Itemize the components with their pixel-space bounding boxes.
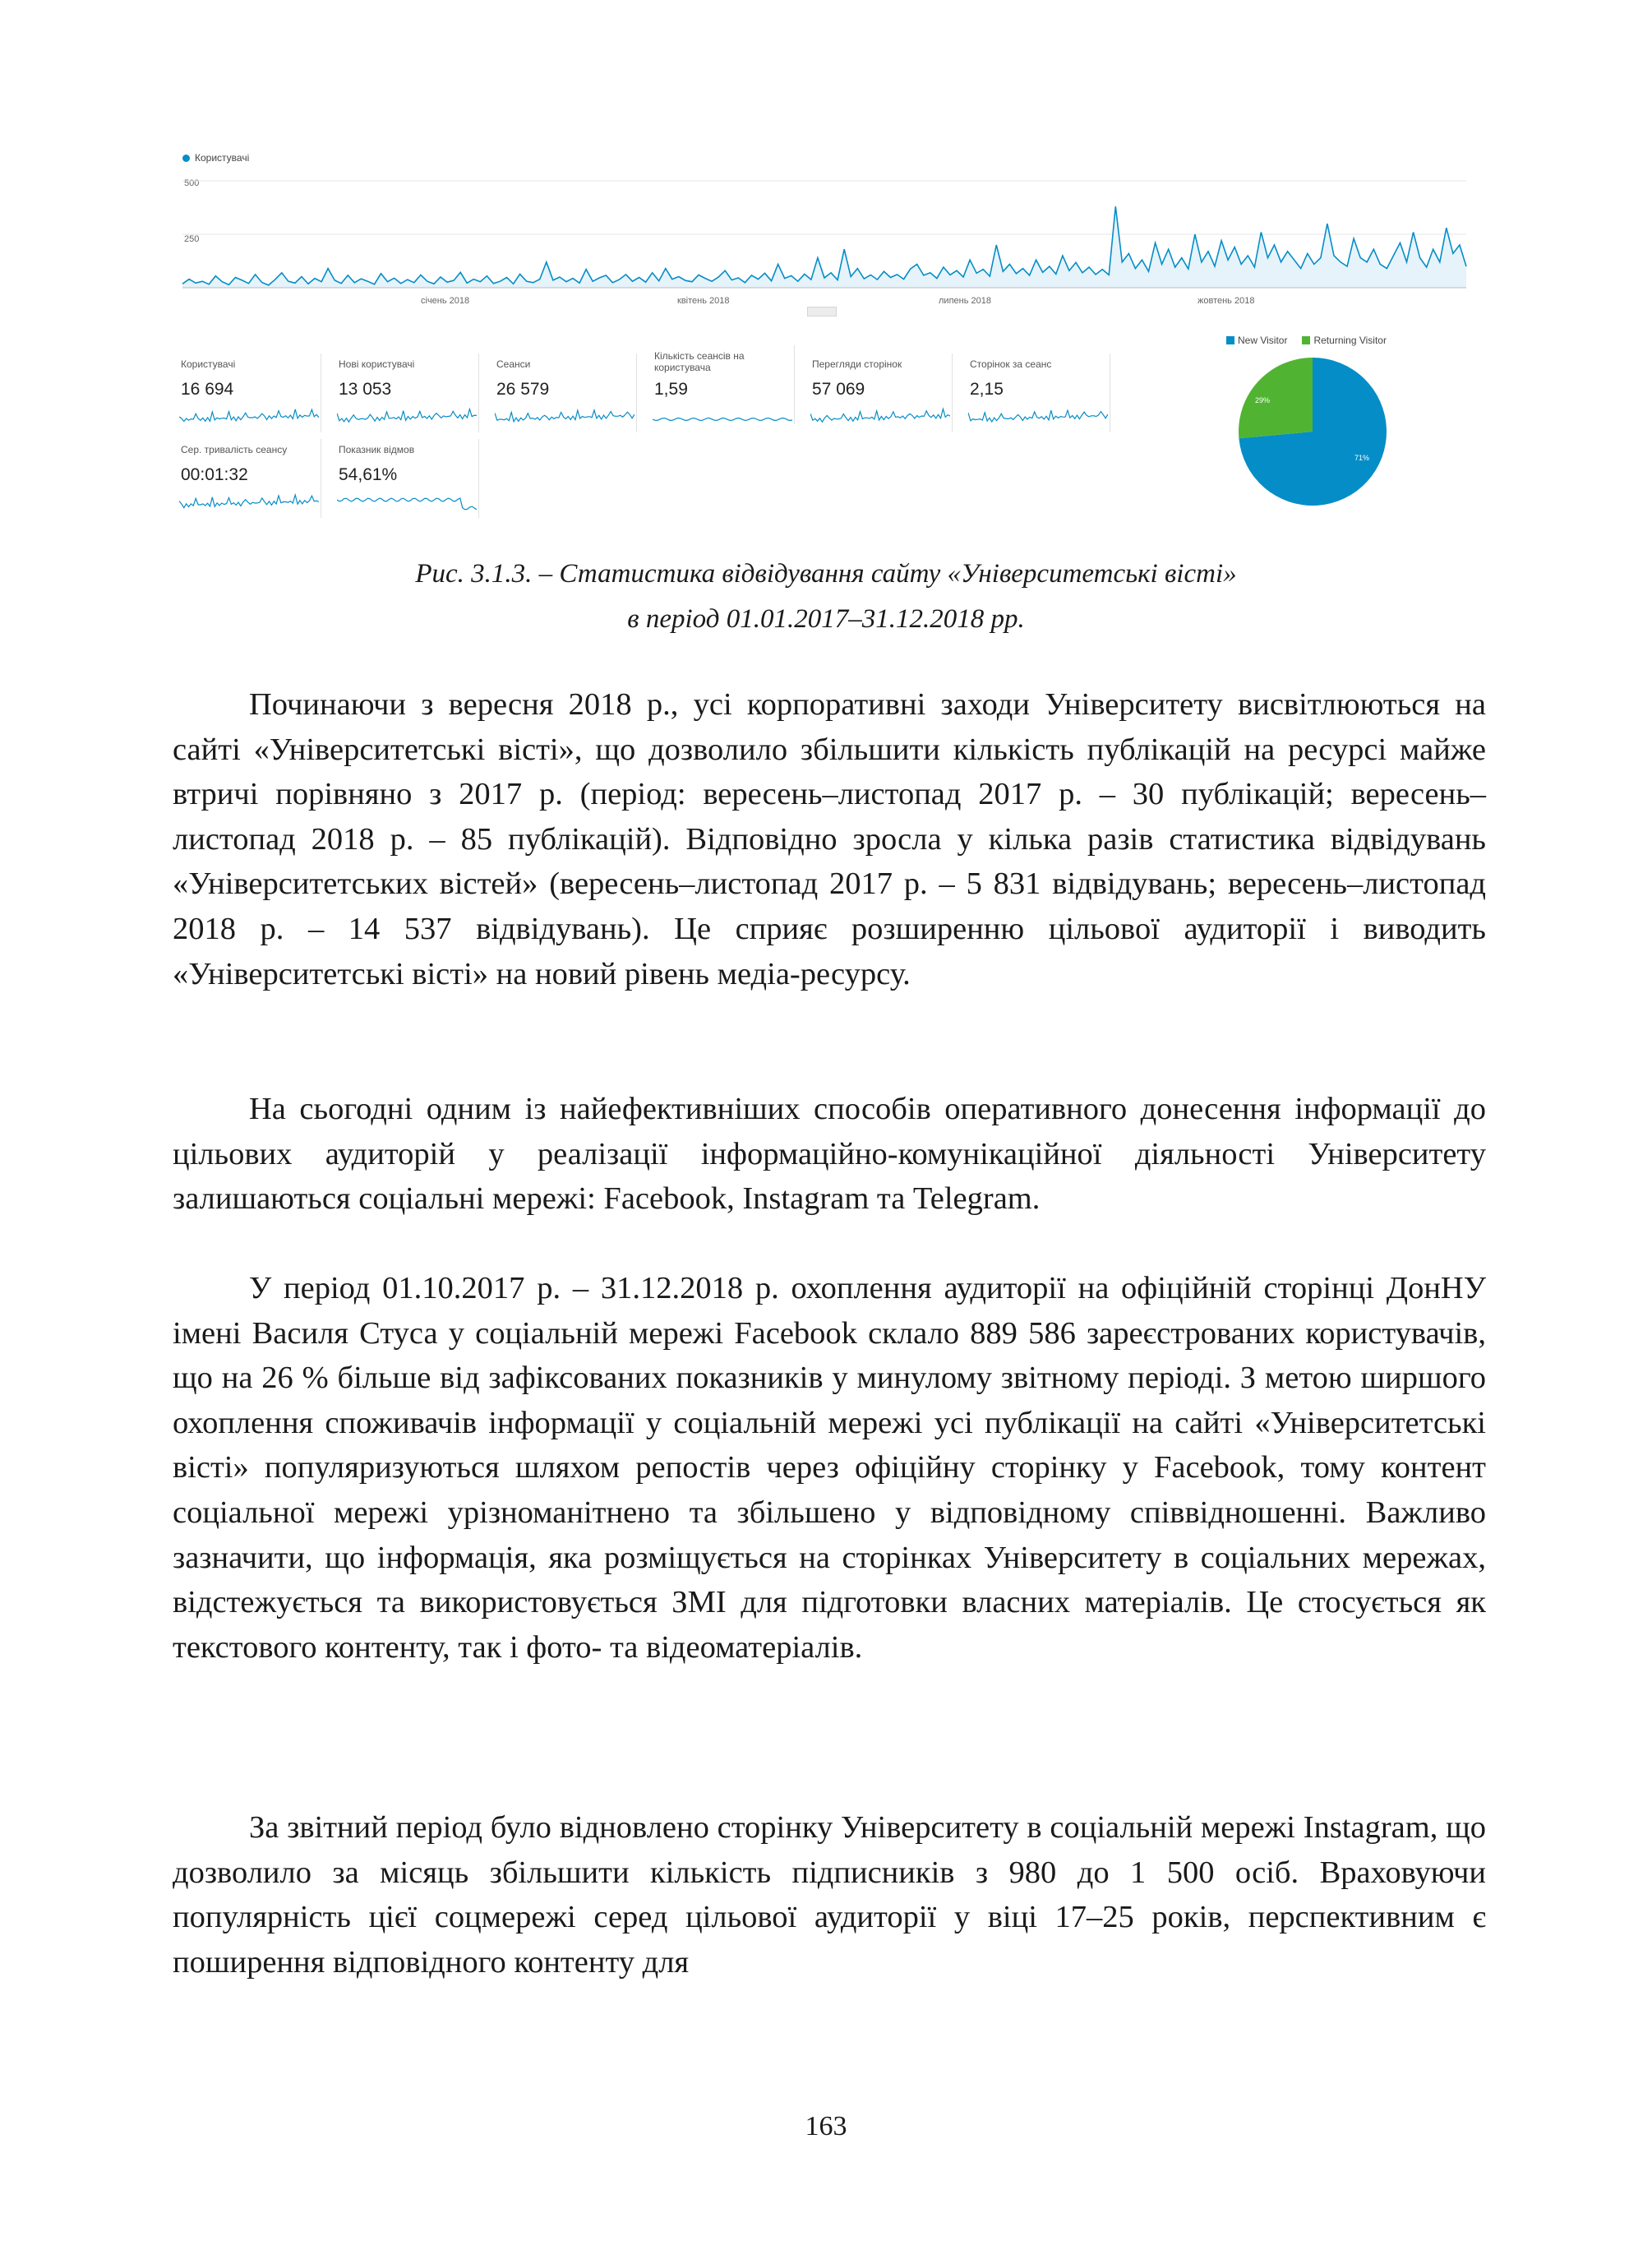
users-line-chart <box>174 152 1473 308</box>
sparkline-path <box>179 495 319 508</box>
metric-sparkline <box>179 406 319 427</box>
pie-legend-label: New Visitor <box>1238 335 1288 346</box>
metric-bounce-rate[interactable] <box>332 439 479 518</box>
metric-avg-session-duration[interactable] <box>174 439 321 518</box>
metric-value: 16 694 <box>181 380 234 399</box>
metric-value: 13 053 <box>339 380 392 399</box>
y-tick-500: 500 <box>184 178 200 188</box>
metric-value: 57 069 <box>812 380 865 399</box>
analytics-figure <box>174 152 1489 514</box>
legend-label: Користувачі <box>195 152 250 164</box>
sparkline-path <box>337 409 477 423</box>
metric-label: Сер. тривалість сеансу <box>181 444 288 455</box>
metric-sparkline <box>810 406 950 427</box>
sparkline-path <box>810 409 950 422</box>
metric-value: 54,61% <box>339 465 398 484</box>
sparkline-path <box>495 410 634 422</box>
metric-label: Показник відмов <box>339 444 415 455</box>
sparkline-path <box>337 498 477 510</box>
pie-legend <box>1226 335 1387 346</box>
figure-caption-line2: в період 01.01.2017–31.12.2018 рр. <box>627 604 1025 634</box>
metric-label: Сеанси <box>496 358 531 370</box>
metric-sparkline <box>968 406 1108 427</box>
metric-sparkline <box>653 406 792 427</box>
x-tick-jan: січень 2018 <box>421 296 470 306</box>
metric-sparkline <box>179 492 319 513</box>
pie-label-returning: 29% <box>1255 396 1271 404</box>
square-icon <box>1226 336 1234 344</box>
metric-label: Нові користувачі <box>339 358 415 370</box>
metric-pages-per-session[interactable] <box>963 353 1110 432</box>
chart-resize-handle[interactable] <box>807 307 837 316</box>
sparkline-path <box>653 418 792 421</box>
page-number: 163 <box>805 2111 847 2141</box>
paragraph-2: На сьогодні одним із найефективніших способів оперативного донесення інформації до цільових аудиторій у реалізації інформаційно-комунікаційної діяльності Університету залишаються соціальні мережі: Facebook, Instagram та Telegram. <box>173 1092 1486 1217</box>
y-tick-250: 250 <box>184 234 200 244</box>
paragraph-4: За звітний період було відновлено сторінку Університету в соціальній мережі Instagram, що дозволило за місяць збільшити кількість підписників з 980 до 1 500 осіб. Враховуючи популярність цієї соцмережі серед цільової аудиторії у віці 17–25 років, перспективним є поширення відповідного контенту для <box>173 1810 1486 1980</box>
figure-caption-line1: Рис. 3.1.3. – Статистика відвідування сайту «Університетські вісті» <box>415 559 1237 589</box>
metric-sessions[interactable] <box>490 353 637 432</box>
metric-label: Користувачі <box>181 358 236 370</box>
pie-slice-returning[interactable] <box>1239 358 1313 438</box>
metric-value: 00:01:32 <box>181 465 248 484</box>
pie-label-new: 71% <box>1354 454 1370 462</box>
metric-sparkline <box>495 406 634 427</box>
pie-legend-returning <box>1302 335 1387 346</box>
pie-legend-label: Returning Visitor <box>1313 335 1387 346</box>
pie-legend-new <box>1226 335 1287 346</box>
metric-users[interactable] <box>174 353 321 432</box>
square-icon <box>1302 336 1310 344</box>
paragraph-3: У період 01.10.2017 р. – 31.12.2018 р. охоплення аудиторії на офіційній сторінці ДонНУ імені Василя Стуса у соціальній мережі Facebook склало 889 586 зареєстрованих користувачів, що на 26 % більше від зафіксованих показників у минулому звітному періоді. З метою ширшого охоплення споживачів інформації у соціальній мережі усі публікації на сайті «Університетські вісті» популяризуються шляхом репостів через офіційну сторінку у Facebook, тому контент соціальної мережі урізноманітнено та збільшено у відповідному співвідношенні. Важливо зазначити, що інформація, яка розміщується на сторінках Університету в соціальних мережах, відстежується та використовується ЗМІ для підготовки власних матеріалів. Це стосується як текстового контенту, так і фото- та відеоматеріалів. <box>173 1271 1486 1665</box>
metric-sparkline <box>337 406 477 427</box>
metric-value: 2,15 <box>970 380 1004 399</box>
x-tick-oct: жовтень 2018 <box>1197 296 1255 306</box>
x-tick-apr: квітень 2018 <box>677 296 730 306</box>
x-tick-jul: липень 2018 <box>939 296 991 306</box>
metric-label: Кількість сеансів на користувача <box>654 350 745 373</box>
metric-label: Сторінок за сеанс <box>970 358 1052 370</box>
metric-value: 1,59 <box>654 380 688 399</box>
sparkline-path <box>179 409 319 422</box>
metric-pageviews[interactable] <box>805 353 953 432</box>
metric-sessions-per-user[interactable] <box>648 345 795 424</box>
metric-sparkline <box>337 492 477 513</box>
sparkline-path <box>968 410 1108 422</box>
metric-value: 26 579 <box>496 380 550 399</box>
paragraph-1: Починаючи з вересня 2018 р., усі корпоративні заходи Університету висвітлюються на сайті «Університетські вісті», що дозволило збільшити кількість публікацій на ресурсі майже втричі порівняно з 2017 р. (період: вересень–листопад 2017 р. – 30 публікацій; вересень–листопад 2018 р. – 85 публікацій). Відповідно зросла у кілька разів статистика відвідувань «Університетських вістей» (вересень–листопад 2017 р. – 5 831 відвідувань; вересень–листопад 2018 р. – 14 537 відвідувань). Це сприяє розширенню цільової аудиторії і виводить «Університетські вісті» на новий рівень медіа-ресурсу. <box>173 687 1486 991</box>
visitor-pie-chart <box>1234 353 1391 510</box>
metric-new-users[interactable] <box>332 353 479 432</box>
metric-label: Перегляди сторінок <box>812 358 902 370</box>
